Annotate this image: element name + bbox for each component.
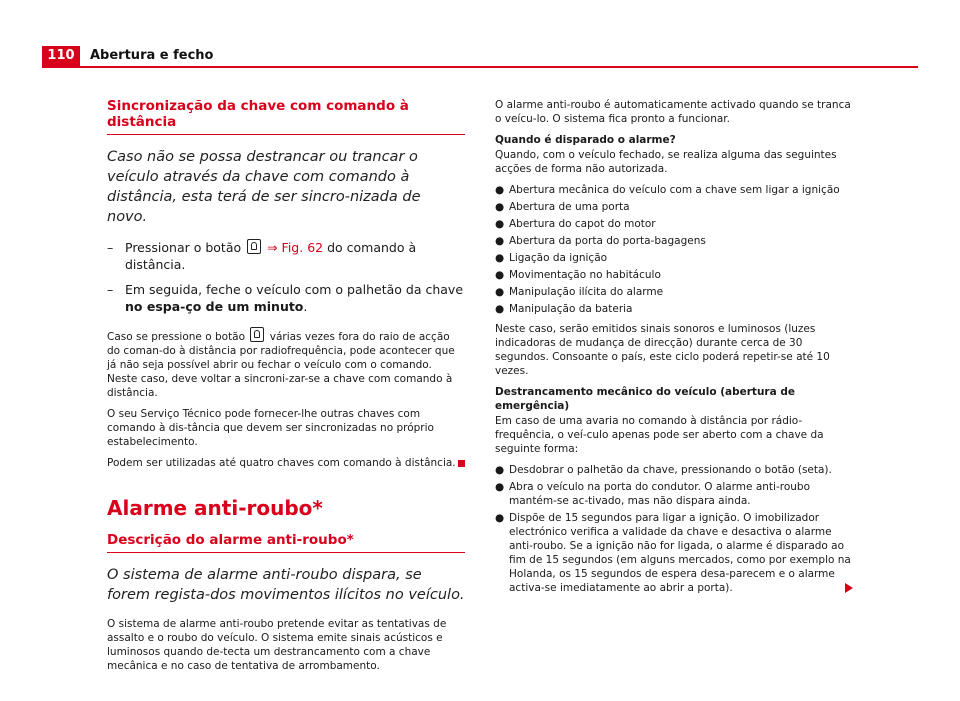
remote-button-icon bbox=[247, 239, 261, 254]
list-item: ● Abertura da porta do porta-bagagens bbox=[495, 235, 706, 247]
header-rule bbox=[42, 66, 918, 68]
step-2-pre: Em seguida, feche o veículo com o palhetão da chave bbox=[125, 282, 464, 297]
list-item: ● Abertura de uma porta bbox=[495, 201, 630, 213]
section-intro-sync: Caso não se possa destrancar ou trancar o veículo através da chave com comando à distância, esta terá de ser sincro-nizada de novo. bbox=[107, 149, 421, 225]
emergency-intro: Em caso de uma avaria no comando à distância por rádio-frequência, o veí-culo apenas pode ser aberto com a chave da seguinte forma: bbox=[495, 415, 824, 455]
emergency-list bbox=[495, 463, 853, 595]
bullet-marker: ● bbox=[495, 464, 505, 476]
step-1 bbox=[107, 239, 465, 273]
remote-button-icon bbox=[250, 327, 264, 342]
alarm-activation-paragraph: O alarme anti-roubo é automaticamente activado quando se tranca o veícu-lo. O sistema fica pronto a funcionar. bbox=[495, 99, 851, 125]
bullet-marker: ● bbox=[495, 218, 505, 230]
bullet-marker: ● bbox=[495, 269, 505, 281]
bullet-marker: ● bbox=[495, 286, 505, 298]
section-end-marker bbox=[458, 460, 465, 467]
list-item: ● Abra o veículo na porta do condutor. O alarme anti-roubo mantém-se ac-tivado, mas não dispara ainda. bbox=[495, 481, 810, 507]
section-title-alarm: Descrição do alarme anti-roubo* bbox=[107, 532, 465, 553]
continue-arrow-icon bbox=[845, 583, 853, 593]
trigger-intro: Quando, com o veículo fechado, se realiza alguma das seguintes acções de forma não autorizada. bbox=[495, 149, 837, 175]
bullet-marker: ● bbox=[495, 184, 505, 196]
bullet-marker: ● bbox=[495, 512, 505, 524]
left-column bbox=[107, 98, 465, 680]
list-item: ● Abertura mecânica do veículo com a chave sem ligar a ignição bbox=[495, 184, 840, 196]
list-item: ● Ligação da ignição bbox=[495, 252, 608, 264]
alarm-description: O sistema de alarme anti-roubo pretende evitar as tentativas de assalto e o roubo do veículo. O sistema emite sinais acústicos e luminosos quando de-tecta um destrancamento com a chave mecânica e no caso de tentativa de arrombamento. bbox=[107, 618, 447, 672]
dash-marker: – bbox=[107, 282, 114, 297]
list-item: ● Manipulação ilícita do alarme bbox=[495, 286, 664, 298]
trigger-subtitle: Quando é disparado o alarme? bbox=[495, 134, 676, 146]
right-column bbox=[495, 98, 853, 601]
alarm-signal-paragraph: Neste caso, serão emitidos sinais sonoros e luminosos (luzes indicadoras de mudança de direcção) durante cerca de 30 segundos. Consoante o país, este ciclo poderá repetir-se até 10 vezes. bbox=[495, 323, 830, 377]
bullet-marker: ● bbox=[495, 235, 505, 247]
fig-62-link[interactable]: ⇒ Fig. 62 bbox=[267, 240, 324, 255]
note-paragraph-2: O seu Serviço Técnico pode fornecer-lhe outras chaves com comando à dis-tância que devem ser sincronizadas no próprio estabelecimento. bbox=[107, 408, 434, 448]
bullet-marker: ● bbox=[495, 481, 505, 493]
section-intro-alarm: O sistema de alarme anti-roubo dispara, se forem regista-dos movimentos ilícitos no veículo. bbox=[107, 567, 465, 603]
list-item: ● Dispõe de 15 segundos para ligar a ignição. O imobilizador electrónico verifica a validade da chave e desactiva o alarme anti-roubo. Se a ignição não for ligada, o alarme é disparado ao fim de 15 segundos (em alguns mercados, como por exemplo na Holanda, os 15 segundos de espera desa-parecem e o alarme activa-se imediatamente ao abrir a porta). bbox=[495, 511, 853, 595]
step-2-bold: no espa-ço de um minuto bbox=[125, 299, 304, 314]
list-item: ● Abertura do capot do motor bbox=[495, 218, 656, 230]
section-title-sync: Sincronização da chave com comando à distância bbox=[107, 98, 465, 135]
list-item: ● Desdobrar o palhetão da chave, pressionando o botão (seta). bbox=[495, 464, 832, 476]
list-item: ● Manipulação da bateria bbox=[495, 303, 633, 315]
bullet-marker: ● bbox=[495, 252, 505, 264]
page-number: 110 bbox=[42, 46, 80, 66]
emergency-subtitle: Destrancamento mecânico do veículo (abertura de emergência) bbox=[495, 386, 795, 412]
note-paragraph-3 bbox=[107, 456, 465, 470]
running-title: Abertura e fecho bbox=[90, 48, 214, 63]
list-item: ● Movimentação no habitáculo bbox=[495, 269, 661, 281]
bullet-marker: ● bbox=[495, 303, 505, 315]
step-1-pre: Pressionar o botão bbox=[125, 240, 242, 255]
note-3-text: Podem ser utilizadas até quatro chaves com comando à distância. bbox=[107, 457, 456, 469]
note-1-post: várias vezes fora do raio de acção do coman-do à distância por radiofrequência, pode acontecer que já não seja possível abrir ou fechar o veículo com o comando. Neste caso, deve voltar a sincroni-zar-se a chave com comando à distância. bbox=[107, 331, 455, 399]
note-paragraph-1 bbox=[107, 327, 465, 400]
step-1-post: do comando à distância. bbox=[125, 240, 417, 272]
chapter-title: Alarme anti-roubo* bbox=[107, 496, 323, 520]
step-2-post: . bbox=[303, 299, 308, 314]
bullet-marker: ● bbox=[495, 201, 505, 213]
step-2 bbox=[107, 281, 465, 315]
dash-marker: – bbox=[107, 240, 114, 255]
trigger-list bbox=[495, 183, 853, 316]
note-1-pre: Caso se pressione o botão bbox=[107, 331, 246, 343]
